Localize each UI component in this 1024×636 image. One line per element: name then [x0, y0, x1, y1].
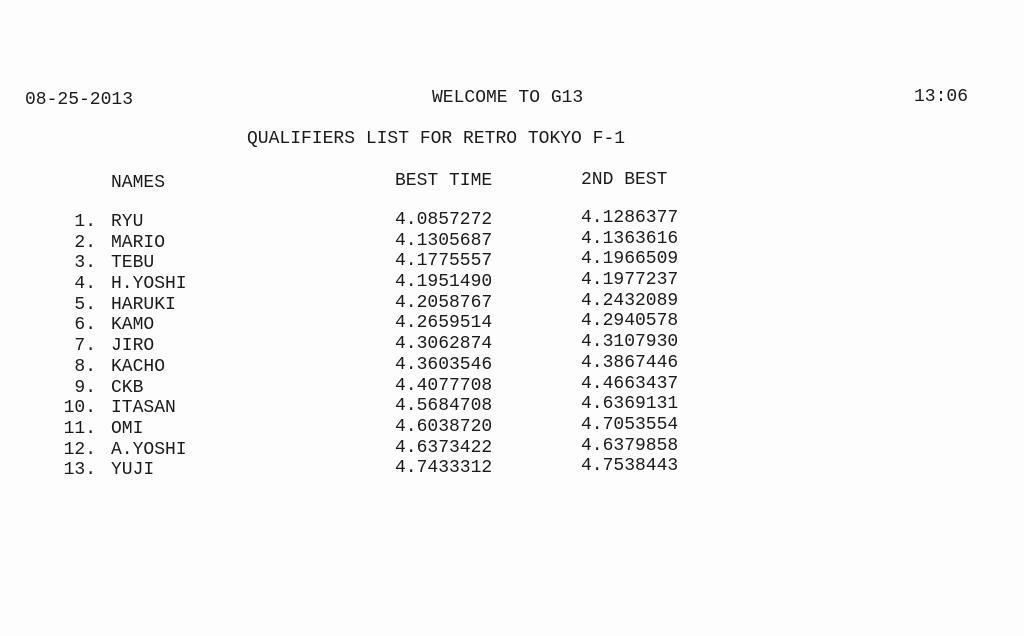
name-cell: A.YOSHI [111, 439, 187, 460]
second-best-cell: 4.1286377 [581, 208, 679, 228]
table-row [0, 208, 1024, 233]
second-best-cell: 4.3867446 [581, 352, 679, 373]
best-time-cell: 4.4077708 [395, 375, 493, 396]
rank-cell: 4. [74, 274, 96, 295]
best-time-cell: 4.3603546 [395, 354, 493, 375]
table-row [0, 332, 1024, 357]
best-time-cell: 4.6038720 [395, 416, 493, 437]
second-best-cell: 4.3107930 [581, 332, 679, 353]
second-best-cell: 4.1977237 [581, 270, 679, 291]
second-best-cell: 4.2432089 [581, 290, 679, 311]
best-time-cell: 4.7433312 [395, 458, 493, 479]
best-time-cell: 4.0857272 [395, 210, 493, 230]
rank-cell: 8. [74, 356, 96, 377]
table-row [0, 228, 1024, 254]
best-time-cell: 4.5684708 [395, 396, 493, 417]
rank-cell: 11. [63, 418, 96, 439]
qualifiers-subtitle: QUALIFIERS LIST FOR RETRO TOKYO F-1 [247, 129, 626, 149]
name-cell: KAMO [111, 315, 155, 336]
column-header-best-time: BEST TIME [395, 171, 493, 191]
rank-cell: 7. [74, 336, 96, 357]
name-cell: CKB [111, 377, 144, 398]
table-row [0, 290, 1024, 316]
table-row [0, 394, 1024, 419]
rank-cell: 5. [74, 294, 96, 315]
best-time-cell: 4.6373422 [395, 437, 493, 458]
second-best-cell: 4.1966509 [581, 249, 679, 270]
rank-cell: 6. [74, 315, 96, 336]
rank-cell: 9. [74, 377, 96, 398]
second-best-cell: 4.6379858 [581, 435, 679, 456]
name-cell: ITASAN [111, 398, 176, 419]
rank-cell: 1. [74, 212, 96, 232]
best-time-cell: 4.1305687 [395, 230, 493, 251]
rank-cell: 13. [63, 460, 96, 481]
table-row [0, 311, 1024, 336]
rank-cell: 12. [63, 439, 96, 460]
welcome-title: WELCOME TO G13 [432, 88, 584, 108]
table-row [0, 414, 1024, 440]
best-time-cell: 4.1775557 [395, 251, 493, 272]
second-best-cell: 4.2940578 [581, 311, 679, 332]
name-cell: YUJI [111, 460, 155, 481]
name-cell: KACHO [111, 356, 166, 377]
print-date: 08-25-2013 [25, 90, 134, 110]
best-time-cell: 4.1951490 [395, 272, 493, 293]
second-best-cell: 4.7538443 [581, 456, 679, 477]
rank-cell: 3. [74, 253, 96, 274]
table-row [0, 435, 1024, 461]
name-cell: TEBU [111, 253, 155, 274]
name-cell: RYU [111, 212, 144, 232]
best-time-cell: 4.2058767 [395, 292, 493, 313]
second-best-cell: 4.1363616 [581, 228, 679, 249]
table-row [0, 249, 1024, 274]
rank-cell: 10. [63, 398, 96, 419]
table-row [0, 373, 1024, 399]
rank-cell: 2. [74, 232, 96, 253]
second-best-cell: 4.7053554 [581, 414, 679, 435]
table-row [0, 456, 1024, 481]
name-cell: OMI [111, 418, 144, 439]
best-time-cell: 4.2659514 [395, 313, 493, 334]
name-cell: MARIO [111, 232, 166, 253]
column-header-second-best: 2ND BEST [581, 170, 668, 190]
column-header-names: NAMES [111, 173, 166, 193]
name-cell: JIRO [111, 336, 155, 357]
table-row [0, 270, 1024, 295]
table-row [0, 352, 1024, 378]
second-best-cell: 4.6369131 [581, 394, 679, 415]
name-cell: H.YOSHI [111, 274, 187, 295]
name-cell: HARUKI [111, 294, 176, 315]
qualifiers-table [0, 208, 1024, 481]
second-best-cell: 4.4663437 [581, 373, 679, 394]
best-time-cell: 4.3062874 [395, 334, 493, 355]
print-time: 13:06 [914, 87, 969, 107]
